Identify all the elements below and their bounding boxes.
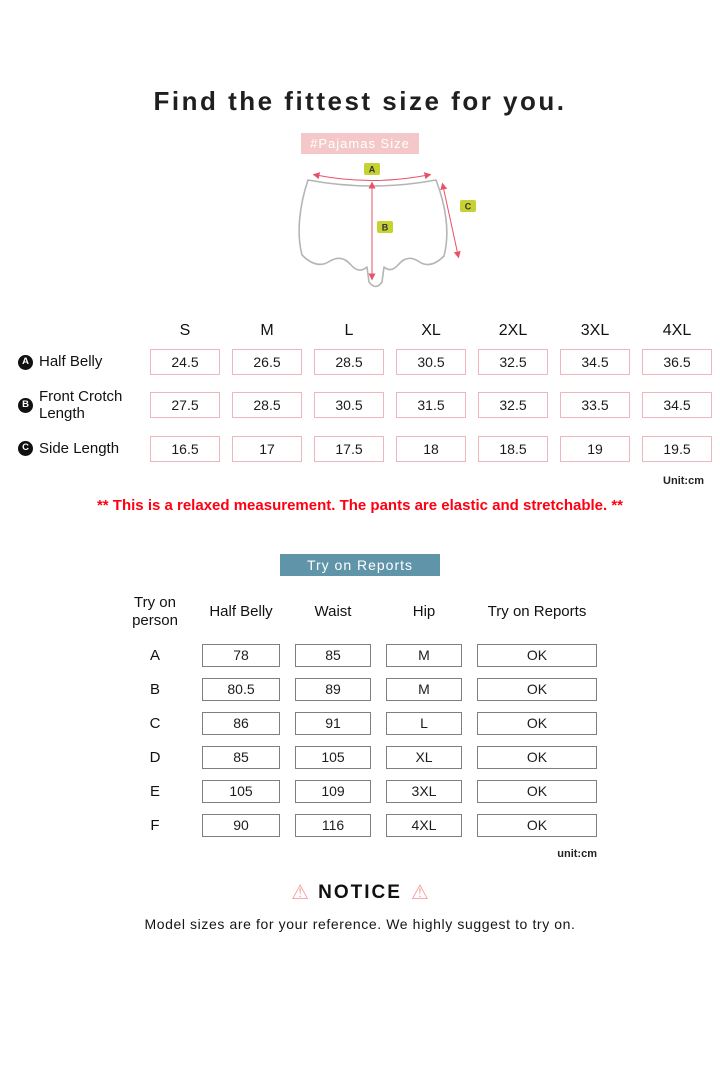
tryon-hip-cell: 3XL [386, 780, 462, 803]
tryon-hip-cell: M [386, 644, 462, 667]
size-value-cell: 16.5 [150, 436, 220, 462]
tryon-person: A [149, 647, 160, 664]
try-on-row [123, 780, 597, 803]
row-label [18, 353, 138, 370]
try-on-table-section [0, 594, 720, 861]
size-chart-row-half-belly [0, 349, 720, 375]
svg-text:C: C [464, 201, 472, 212]
tryon-person: E [149, 783, 160, 800]
tryon-person: F [150, 817, 160, 834]
try-on-unit: unit:cm [557, 848, 597, 860]
diagram-label-c [460, 200, 476, 212]
size-value-cell: 30.5 [314, 392, 384, 418]
tryon-half-belly-cell: 90 [202, 814, 280, 837]
row-label-text: Half Belly [39, 353, 103, 371]
tryon-waist-cell: 109 [295, 780, 371, 803]
tryon-hip-cell: L [386, 712, 462, 735]
size-chart-row-front-crotch [0, 388, 720, 423]
tryon-report-cell: OK [477, 644, 597, 667]
size-value-cell: 24.5 [150, 349, 220, 375]
size-chart-section [0, 322, 720, 487]
tryon-report-cell: OK [477, 746, 597, 769]
size-value-cell: 26.5 [232, 349, 302, 375]
size-value-cell: 18.5 [478, 436, 548, 462]
svg-text:A: A [368, 164, 376, 175]
shorts-outline [299, 180, 447, 287]
size-chart-header-row [0, 322, 720, 340]
size-value-cell: 36.5 [642, 349, 712, 375]
try-on-row [123, 712, 597, 735]
tryon-header-hip: Hip [412, 602, 436, 620]
size-value-cell: 17 [232, 436, 302, 462]
tryon-hip-cell: M [386, 678, 462, 701]
tryon-report-cell: OK [477, 814, 597, 837]
row-marker-c: C [18, 441, 33, 456]
tryon-hip-cell: XL [386, 746, 462, 769]
size-column-header: L [344, 322, 354, 339]
shorts-diagram-svg [260, 158, 490, 310]
tryon-half-belly-cell: 105 [202, 780, 280, 803]
size-value-cell: 19 [560, 436, 630, 462]
size-column-header: 2XL [498, 322, 528, 339]
try-on-row [123, 678, 597, 701]
size-value-cell: 32.5 [478, 349, 548, 375]
notice-text: Model sizes are for your reference. We highly suggest to try on. [144, 916, 576, 932]
tryon-waist-cell: 116 [295, 814, 371, 837]
notice-banner [0, 882, 720, 904]
row-marker-b: B [18, 398, 33, 413]
tryon-person: C [149, 715, 161, 732]
size-value-cell: 19.5 [642, 436, 712, 462]
tryon-half-belly-cell: 85 [202, 746, 280, 769]
row-marker-a: A [18, 355, 33, 370]
size-column-header: XL [421, 322, 441, 339]
pajamas-size-badge: #Pajamas Size [301, 133, 419, 154]
size-value-cell: 28.5 [232, 392, 302, 418]
size-value-cell: 31.5 [396, 392, 466, 418]
size-value-cell: 18 [396, 436, 466, 462]
try-on-row [123, 814, 597, 837]
tryon-person: D [149, 749, 161, 766]
size-chart-row-side-length [0, 436, 720, 462]
tryon-waist-cell: 105 [295, 746, 371, 769]
page-title: Find the fittest size for you. [153, 86, 567, 116]
tryon-person: B [149, 681, 160, 698]
warning-icon: ⚠ [410, 882, 429, 904]
tryon-report-cell: OK [477, 780, 597, 803]
size-value-cell: 33.5 [560, 392, 630, 418]
tryon-report-cell: OK [477, 712, 597, 735]
stretch-disclaimer: ** This is a relaxed measurement. The pants are elastic and stretchable. ** [96, 496, 624, 514]
size-column-header: S [179, 322, 191, 339]
tryon-half-belly-cell: 80.5 [202, 678, 280, 701]
pajamas-measurement-diagram [260, 158, 490, 310]
tryon-header-person: Try on person [132, 593, 178, 630]
try-on-header-row [123, 594, 597, 632]
tryon-header-half-belly: Half Belly [209, 602, 273, 620]
tryon-header-waist: Waist [314, 602, 352, 620]
tryon-report-cell: OK [477, 678, 597, 701]
tryon-waist-cell: 85 [295, 644, 371, 667]
measure-arrow-a [316, 175, 428, 181]
try-on-row [123, 746, 597, 769]
warning-icon: ⚠ [291, 882, 310, 904]
diagram-label-b [377, 221, 393, 233]
try-on-reports-badge: Try on Reports [280, 554, 440, 576]
size-column-header: M [260, 322, 274, 339]
svg-text:B: B [381, 222, 389, 233]
row-label [18, 388, 138, 423]
tryon-half-belly-cell: 86 [202, 712, 280, 735]
size-value-cell: 27.5 [150, 392, 220, 418]
notice-title: NOTICE [318, 882, 402, 903]
tryon-half-belly-cell: 78 [202, 644, 280, 667]
size-chart-unit: Unit:cm [663, 474, 704, 487]
try-on-row [123, 644, 597, 667]
tryon-hip-cell: 4XL [386, 814, 462, 837]
tryon-header-report: Try on Reports [487, 602, 587, 620]
row-label-text: Front Crotch Length [39, 388, 123, 423]
size-value-cell: 32.5 [478, 392, 548, 418]
size-value-cell: 34.5 [560, 349, 630, 375]
size-value-cell: 34.5 [642, 392, 712, 418]
size-value-cell: 28.5 [314, 349, 384, 375]
row-label-text: Side Length [39, 439, 120, 457]
tryon-waist-cell: 91 [295, 712, 371, 735]
size-value-cell: 17.5 [314, 436, 384, 462]
size-value-cell: 30.5 [396, 349, 466, 375]
diagram-label-a [364, 163, 380, 175]
row-label [18, 440, 138, 457]
size-column-header: 4XL [662, 322, 692, 339]
tryon-waist-cell: 89 [295, 678, 371, 701]
size-column-header: 3XL [580, 322, 610, 339]
